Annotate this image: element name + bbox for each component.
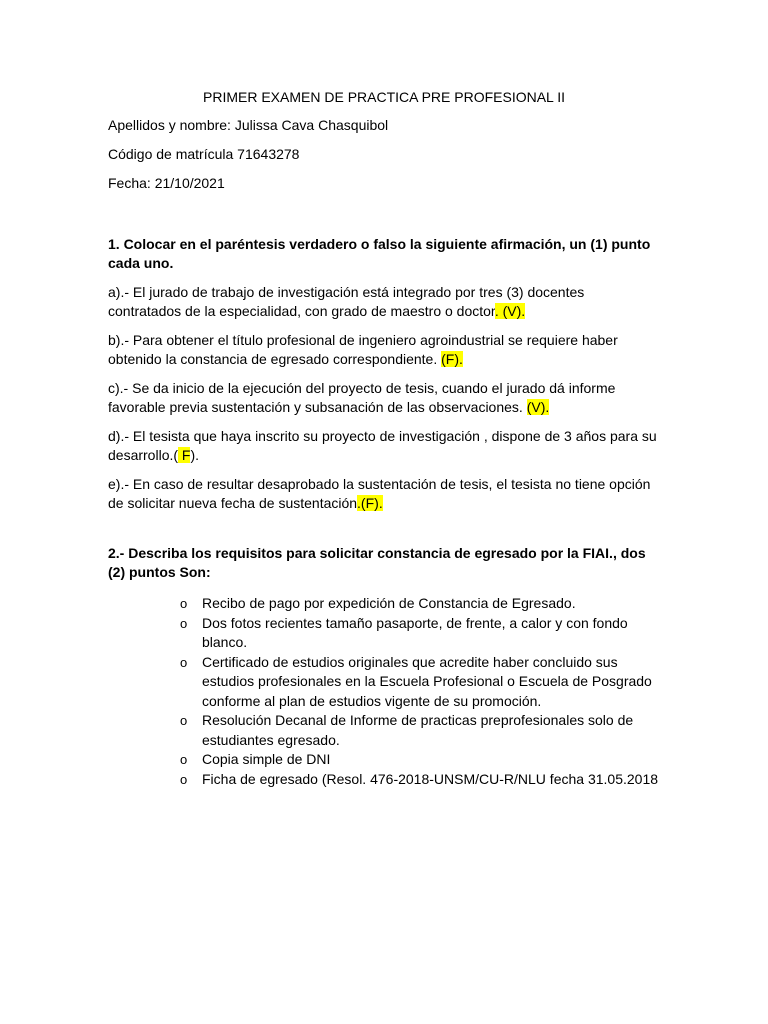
enrollment-code: Código de matrícula 71643278 — [108, 146, 300, 162]
document-title: PRIMER EXAMEN DE PRACTICA PRE PROFESIONAL II — [203, 89, 565, 105]
list-item — [108, 653, 660, 712]
list-item-text: Resolución Decanal de Informe de practicas preprofesionales solo de estudiantes egresado. — [202, 712, 634, 748]
question-b — [108, 331, 660, 369]
list-item-text: Certificado de estudios originales que acredite haber concluido sus estudios profesionales en la Escuela Profesional o Escuela de Posgrado conforme al plan de estudios vigente de su promoción. — [202, 653, 652, 709]
question-text: b).- Para obtener el título profesional de ingeniero agroindustrial se requiere haber obtenido la constancia de egresado correspondiente. — [108, 332, 618, 367]
exam-date: Fecha: 21/10/2021 — [108, 175, 225, 191]
answer-highlight: (V). — [526, 399, 550, 415]
question-a — [108, 283, 660, 321]
question-d — [108, 427, 660, 465]
question-text: e).- En caso de resultar desaprobado la sustentación de tesis, el tesista no tiene opción de solicitar nueva fecha de sustentación — [108, 476, 651, 511]
answer-highlight: .(F). — [357, 495, 383, 511]
list-item-text: Copia simple de DNI — [202, 751, 331, 767]
requirements-list — [108, 594, 660, 789]
question-text: a).- El jurado de trabajo de investigación está integrado por tres (3) docentes contratados de la especialidad, con grado de maestro o doctor — [108, 284, 585, 319]
list-item — [108, 711, 660, 750]
list-item-text: Recibo de pago por expedición de Constancia de Egresado. — [202, 595, 576, 611]
list-item — [108, 750, 660, 770]
question-e — [108, 475, 660, 513]
section-1-heading: 1. Colocar en el paréntesis verdadero o falso la siguiente afirmación, un (1) punto cada uno. — [108, 236, 651, 271]
answer-highlight: (F). — [441, 351, 463, 367]
section-2-heading: 2.- Describa los requisitos para solicitar constancia de egresado por la FIAI., dos (2) puntos Son: — [108, 545, 646, 580]
bullet-icon: o — [180, 615, 188, 631]
answer-highlight: . (V). — [494, 303, 526, 319]
list-item-text: Dos fotos recientes tamaño pasaporte, de frente, a calor y con fondo blanco. — [202, 614, 628, 650]
question-text: d).- El tesista que haya inscrito su proyecto de investigación , dispone de 3 años para su desarrollo.( — [108, 428, 657, 463]
bullet-icon: o — [180, 654, 188, 670]
answer-highlight: F — [178, 447, 191, 463]
list-item — [108, 614, 660, 653]
list-item-text: Ficha de egresado (Resol. 476-2018-UNSM/CU-R/NLU fecha 31.05.2018 — [202, 770, 659, 787]
list-item — [108, 770, 660, 790]
bullet-icon: o — [180, 596, 188, 611]
question-text: c).- Se da inicio de la ejecución del proyecto de tesis, cuando el jurado dá informe favorable previa sustentación y subsanación de las observaciones. — [108, 380, 616, 415]
question-c — [108, 379, 660, 417]
bullet-icon: o — [180, 713, 188, 728]
bullet-icon: o — [180, 752, 188, 767]
bullet-icon: o — [180, 771, 188, 787]
list-item — [108, 594, 660, 614]
question-tail: ). — [190, 447, 200, 463]
student-name: Apellidos y nombre: Julissa Cava Chasquibol — [108, 117, 389, 133]
